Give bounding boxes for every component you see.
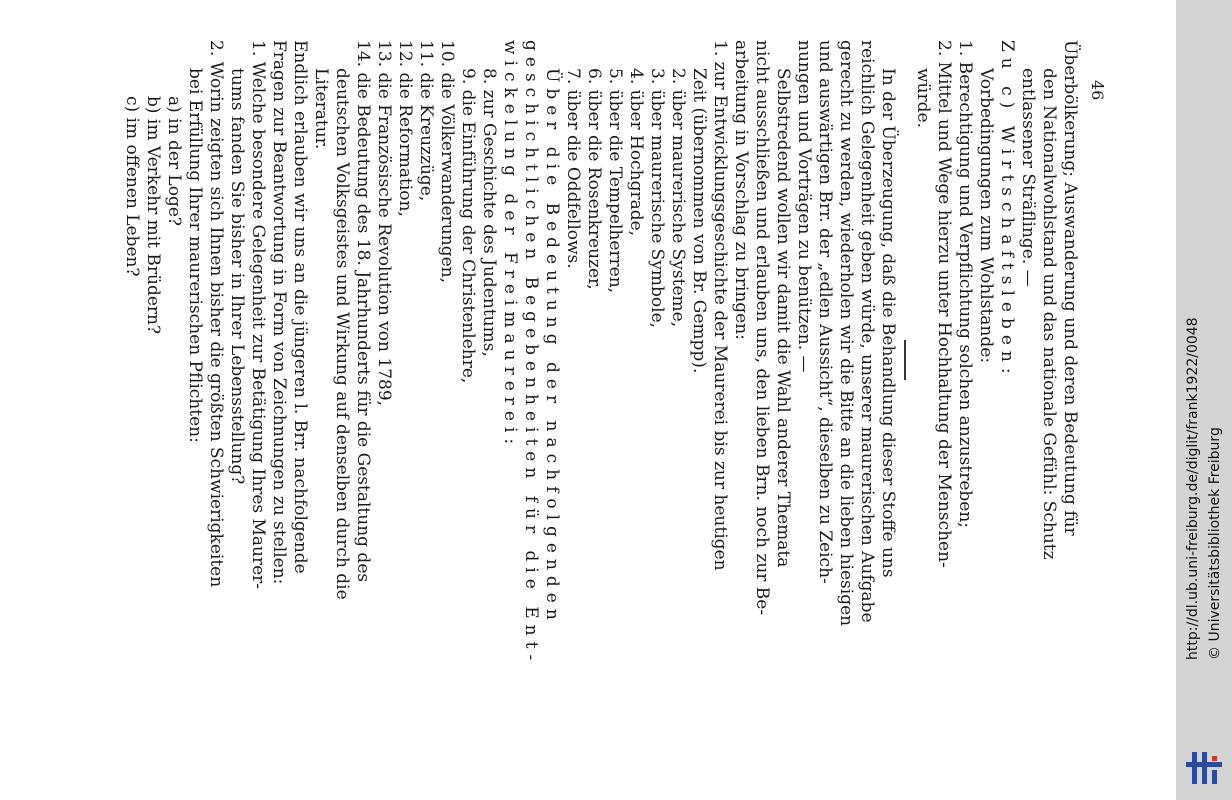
text-line: den Nationalwohlstand und das nationale Gefühl: Schutz	[1039, 68, 1059, 560]
copyright-notice: © Universitätsbibliothek Freiburg	[1207, 427, 1223, 660]
text-line: und auswärtigen Brr. der „edlen Aussicht“, dieselben zu Zeich-	[815, 40, 835, 584]
list-item: 8. zur Geschichte des Judentums,	[479, 68, 499, 357]
list-item: 1. zur Entwicklungsgeschichte der Maurerei bis zur heutigen	[710, 40, 730, 571]
text-line: deutschen Volksgeistes und Wirkung auf denselben durch die	[332, 68, 352, 600]
text-line: reichlich Gelegenheit geben würde, unserer maurerischen Aufgabe	[857, 40, 877, 623]
text-line: bei Erfüllung Ihrer maurerischen Pflichten:	[185, 68, 205, 443]
text-line: gerecht zu werden, wiederholen wir die Bitte an die lieben hiesigen	[836, 40, 856, 627]
logo-bar-left	[1192, 752, 1197, 784]
text-line: würde.	[913, 68, 933, 128]
list-item: 5. über die Tempelherren,	[605, 68, 625, 294]
list-item: 3. über maurerische Symbole,	[647, 68, 667, 329]
text-line: Literatur.	[311, 68, 331, 150]
list-item: 7. über die Oddfellows.	[563, 68, 583, 269]
list-item: 14. die Bedeutung des 18. Jahrhunderts für die Gestaltung des	[353, 40, 373, 583]
source-url-link[interactable]: http://dl.ub.uni-freiburg.de/diglit/frank1922/0048	[1185, 317, 1201, 660]
text-line: Fragen zur Beantwortung in Form von Zeichnungen zu stellen:	[269, 40, 289, 585]
text-line: arbeitung in Vorschlag zu bringen:	[731, 40, 751, 340]
section-heading: Zu c) Wirtschaftsleben:	[997, 40, 1017, 380]
list-item: 2. Mittel und Wege hierzu unter Hochhaltung der Menschen-	[934, 40, 954, 568]
logo-accent-red	[1212, 756, 1217, 761]
list-item: b) im Verkehr mit Brüdern?	[143, 96, 163, 335]
list-item: 2. Worin zeigten sich Ihnen bisher die größten Schwierigkeiten	[206, 40, 226, 588]
list-item: 12. die Reformation,	[395, 40, 415, 217]
text-line: Über die Bedeutung der nachfolgenden	[542, 68, 562, 626]
text-line: nungen und Vorträgen zu benützen. —	[794, 40, 814, 373]
list-item: 1. Welche besondere Gelegenheit zur Betätigung Ihres Maurer-	[248, 40, 268, 590]
ub-freiburg-logo-icon	[1184, 748, 1224, 788]
library-sidebar	[1176, 0, 1232, 800]
list-item: 1. Berechtigung und Verpflichtung solchen anzustreben;	[955, 40, 975, 529]
list-item: 10. die Völkerwanderungen,	[437, 40, 457, 283]
text-line: Zeit (übernommen von Br. Gempp).	[689, 68, 709, 374]
list-item: 11. die Kreuzzüge,	[416, 40, 436, 202]
page-text-block	[100, 40, 1107, 740]
text-line: Endlich erlauben wir uns an die jüngeren l. Brr. nachfolgende	[290, 40, 310, 574]
list-item: 9. die Einführung der Christenlehre,	[458, 68, 478, 384]
text-line: wickelung der Freimaurerei:	[500, 40, 520, 451]
list-item: 6. über die Rosenkreuzer,	[584, 68, 604, 290]
text-line: geschichtlichen Begebenheiten für die Ent-	[521, 40, 541, 667]
list-item: c) im offenen Leben?	[122, 96, 142, 277]
logo-bar-right	[1212, 770, 1217, 784]
list-item: 13. die Französische Revolution von 1789,	[374, 40, 394, 407]
list-item: 4. über Hochgrade,	[626, 68, 646, 237]
page-number: 46	[1088, 80, 1107, 101]
list-item: a) in der Loge?	[164, 96, 184, 227]
text-line: entlassener Sträflinge. —	[1018, 68, 1038, 287]
logo-bar-middle	[1202, 752, 1207, 784]
list-item: 2. über maurerische Systeme,	[668, 68, 688, 328]
text-line: nicht ausschließen und erlauben uns, den lieben Brn. noch zur Be-	[752, 40, 772, 616]
text-line: tums fanden Sie bisher in Ihrer Lebensstellung?	[227, 68, 247, 485]
text-line: Vorbedingungen zum Wohlstande:	[976, 68, 996, 364]
text-line: In der Überzeugung, daß die Behandlung dieser Stoffe uns	[878, 68, 898, 578]
section-divider	[904, 340, 906, 380]
text-line: Überbölkerung; Auswanderung und deren Bedeutung für	[1060, 40, 1080, 536]
sidebar-text	[1176, 0, 1232, 780]
text-line: Selbstredend wollen wir damit die Wahl anderer Themata	[773, 68, 793, 568]
